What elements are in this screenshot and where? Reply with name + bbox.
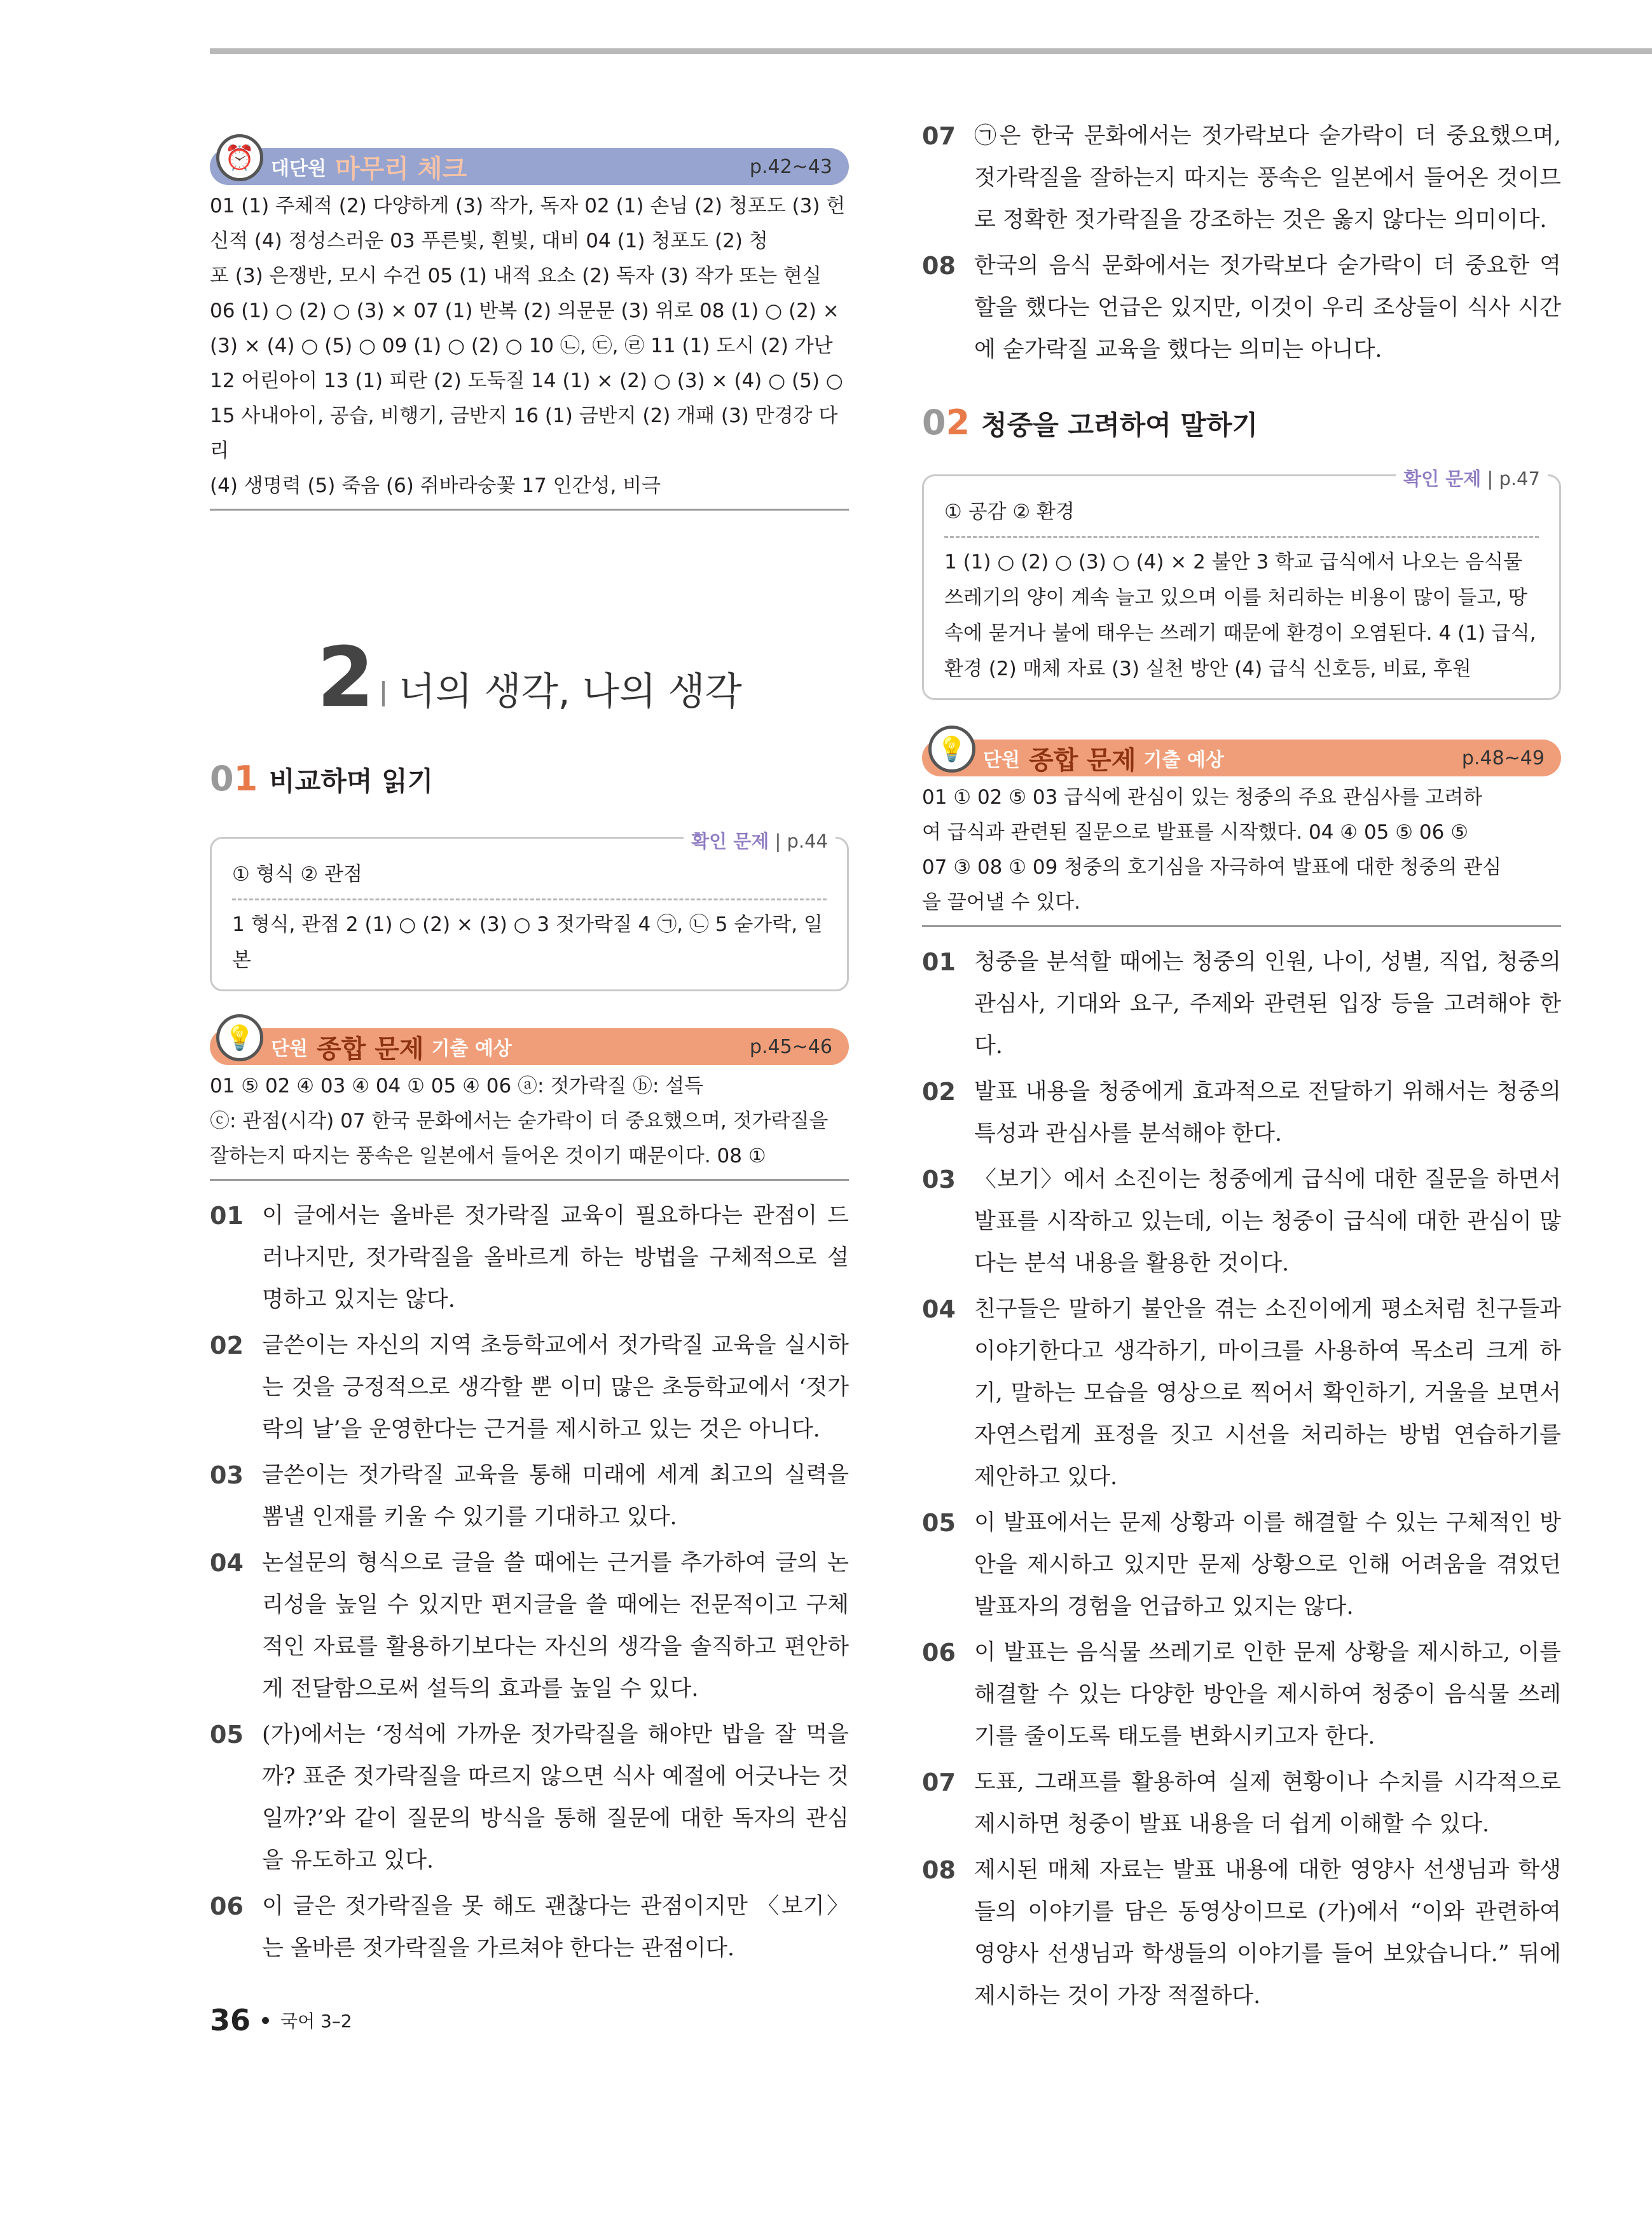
explanation-list-top: [922, 115, 1561, 371]
review-header: [210, 143, 849, 185]
answer-line: 01 ⑤ 02 ④ 03 ④ 04 ① 05 ④ 06 ⓐ: 젓가락질 ⓑ: 설득: [210, 1075, 704, 1098]
exam-pages: p.45~46: [749, 1035, 832, 1058]
answer-line: 06 (1) ○ (2) ○ (3) × 07 (1) 반복 (2) 의문문 (3) 위로 08 (1) ○ (2) ×: [210, 299, 839, 322]
exam-pages: p.48~49: [1461, 747, 1545, 769]
exam-title: 종합 문제: [1028, 745, 1136, 775]
answer-line: 07 ③ 08 ① 09 청중의 호기심을 자극하여 발표에 대한 청중의 관심: [922, 856, 1502, 879]
explanation-item: 03 글쓴이는 젓가락질 교육을 통해 미래에 세계 최고의 실력을 뽐낼 인재를 키울 수 있기를 기대하고 있다.: [210, 1461, 849, 1530]
answer-line: (3) × (4) ○ (5) ○ 09 (1) ○ (2) ○ 10 ㉡, ㉢, ㉣ 11 (1) 도시 (2) 가난: [210, 334, 833, 357]
explanation-list: [210, 1195, 849, 1969]
exam-header: [210, 1023, 849, 1065]
answer-line: 01 ① 02 ⑤ 03 급식에 관심이 있는 청중의 주요 관심사를 고려하: [922, 786, 1483, 809]
answer-line: 신적 (4) 정성스러운 03 푸른빛, 흰빛, 대비 04 (1) 청포도 (2) 청: [210, 230, 768, 252]
page-footer: [210, 2003, 352, 2037]
top-rule: [210, 48, 1652, 54]
answer-line: ⓒ: 관점(시각) 07 한국 문화에서는 숟가락이 더 중요했으며, 젓가락질을: [210, 1110, 829, 1132]
explanation-list: [922, 941, 1561, 2017]
book-title: 국어 3–2: [280, 2011, 352, 2032]
section-number: 02: [922, 403, 970, 443]
exam-label: 단원: [271, 1038, 308, 1060]
unit-number: 2: [317, 629, 372, 726]
exam-title: 종합 문제: [316, 1033, 424, 1064]
section-title: 청중을 고려하여 말하기: [981, 410, 1258, 441]
bullet-dot: [262, 2017, 269, 2024]
explanation-item: 06 이 발표는 음식물 쓰레기로 인한 문제 상황을 제시하고, 이를 해결할 수 있는 다양한 방안을 제시하여 청중이 음식물 쓰레기를 줄이도록 태도를 변화시키고자 한다.: [922, 1639, 1561, 1749]
exam-header: [922, 734, 1561, 776]
left-column: [210, 111, 849, 1973]
answer-line: (4) 생명력 (5) 죽음 (6) 쥐바라숭꽃 17 인간성, 비극: [210, 474, 661, 497]
section-heading: [922, 403, 1561, 443]
check-label: 확인 문제 | p.47: [1396, 461, 1548, 497]
explanation-item: 05 (가)에서는 ‘정석에 가까운 젓가락질을 해야만 밥을 잘 먹을까? 표준 젓가락질을 따르지 않으면 식사 예절에 어긋나는 것일까?’와 같이 질문의 방식을 통해 질문에 대한 독자의 관심을 유도하고 있다.: [210, 1721, 849, 1873]
explanation-item: 04 친구들은 말하기 불안을 겪는 소진이에게 평소처럼 친구들과 이야기한다고 생각하기, 마이크를 사용하여 목소리 크게 하기, 말하는 모습을 영상으로 찍어서 확인하기, 거울을 보면서 자연스럽게 표정을 짓고 시선을 처리하는 방법 연습하기를 제안하고 있다.: [922, 1295, 1561, 1490]
check-label: 확인 문제 | p.44: [684, 823, 836, 859]
answer-line: 포 (3) 은쟁반, 모시 수건 05 (1) 내적 요소 (2) 독자 (3) 작가 또는 현실: [210, 265, 822, 287]
check-box: [922, 468, 1561, 700]
unit-title: 너의 생각, 나의 생각: [398, 670, 742, 714]
unit-divider: [382, 681, 385, 706]
exam-suffix: 기출 예상: [1143, 749, 1224, 771]
section-title: 비교하며 읽기: [269, 766, 434, 797]
answer-line: 여 급식과 관련된 질문으로 발표를 시작했다. 04 ④ 05 ⑤ 06 ⑤: [922, 821, 1468, 844]
check-answers: 1 (1) ○ (2) ○ (3) ○ (4) × 2 불안 3 학교 급식에서 나오는 음식물 쓰레기의 양이 계속 늘고 있으며 이를 처리하는 비용이 많이 들고, 땅속에 묻거나 불에 태우는 쓰레기 때문에 환경이 오염된다. 4 (1) 급식, 환경 (2) 매체 자료 (3) 실천 방안 (4) 급식 신호등, 비료, 후원: [944, 551, 1536, 680]
review-answers: [210, 189, 849, 511]
exam-answers: [922, 780, 1561, 927]
section-number: 01: [210, 759, 258, 799]
page-number: 36: [210, 2003, 251, 2037]
lightbulb-icon: 💡: [216, 1014, 263, 1061]
check-box: [210, 830, 849, 991]
right-column: [922, 111, 1561, 2021]
alarm-clock-icon: ⏰: [216, 134, 263, 181]
answer-line: 12 어린아이 13 (1) 피란 (2) 도둑질 14 (1) × (2) ○ (3) × (4) ○ (5) ○: [210, 369, 843, 392]
explanation-item: 08 제시된 매체 자료는 발표 내용에 대한 영양사 선생님과 학생들의 이야기를 담은 동영상이므로 (가)에서 “이와 관련하여 영양사 선생님과 학생들의 이야기를 들어 보았습니다.” 뒤에 제시하는 것이 가장 적절하다.: [922, 1856, 1561, 2009]
explanation-item: 01 이 글에서는 올바른 젓가락질 교육이 필요하다는 관점이 드러나지만, 젓가락질을 올바르게 하는 방법을 구체적으로 설명하고 있지는 않다.: [210, 1202, 849, 1312]
explanation-item: 08 한국의 음식 문화에서는 젓가락보다 숟가락이 더 중요한 역할을 했다는 언급은 있지만, 이것이 우리 조상들이 식사 시간에 숟가락질 교육을 했다는 의미는 아니다.: [922, 252, 1561, 362]
section-heading: [210, 759, 849, 799]
explanation-item: 02 발표 내용을 청중에게 효과적으로 전달하기 위해서는 청중의 특성과 관심사를 분석해야 한다.: [922, 1078, 1561, 1146]
exam-label: 단원: [983, 749, 1020, 771]
answer-line: 15 사내아이, 공습, 비행기, 금반지 16 (1) 금반지 (2) 개패 (3) 만경강 다리: [210, 404, 838, 462]
explanation-item: 01 청중을 분석할 때에는 청중의 인원, 나이, 성별, 직업, 청중의 관심사, 기대와 요구, 주제와 관련된 입장 등을 고려해야 한다.: [922, 948, 1561, 1059]
explanation-item: 02 글쓴이는 자신의 지역 초등학교에서 젓가락질 교육을 실시하는 것을 긍정적으로 생각할 뿐 이미 많은 초등학교에서 ‘젓가락의 날’을 운영한다는 근거를 제시하고 있는 것은 아니다.: [210, 1332, 849, 1442]
exam-suffix: 기출 예상: [431, 1038, 512, 1060]
answer-line: 잘하는지 따지는 풍속은 일본에서 들어온 것이기 때문이다. 08 ①: [210, 1145, 766, 1167]
check-answers: 1 형식, 관점 2 (1) ○ (2) × (3) ○ 3 젓가락질 4 ㉠, ㉡ 5 숟가락, 일본: [232, 913, 823, 972]
review-label: 대단원: [271, 158, 326, 180]
check-concepts: ① 형식 ② 관점: [232, 857, 827, 900]
exam-answers: [210, 1069, 849, 1181]
answer-line: 을 끌어낼 수 있다.: [922, 891, 1081, 914]
review-pages: p.42~43: [749, 155, 832, 178]
unit-heading: [210, 629, 849, 726]
explanation-item: 06 이 글은 젓가락질을 못 해도 괜찮다는 관점이지만 〈보기〉는 올바른 젓가락질을 가르쳐야 한다는 관점이다.: [210, 1892, 849, 1961]
review-title: 마무리 체크: [334, 153, 467, 184]
check-concepts: ① 공감 ② 환경: [944, 494, 1539, 538]
explanation-item: 04 논설문의 형식으로 글을 쓸 때에는 근거를 추가하여 글의 논리성을 높일 수 있지만 편지글을 쓸 때에는 전문적이고 구체적인 자료를 활용하기보다는 자신의 생각을 솔직하고 편안하게 전달함으로써 설득의 효과를 높일 수 있다.: [210, 1549, 849, 1702]
explanation-item: 07 도표, 그래프를 활용하여 실제 현황이나 수치를 시각적으로 제시하면 청중이 발표 내용을 더 쉽게 이해할 수 있다.: [922, 1768, 1561, 1837]
explanation-item: 07 ㉠은 한국 문화에서는 젓가락보다 숟가락이 더 중요했으며, 젓가락질을 잘하는지 따지는 풍속은 일본에서 들어온 것이므로 정확한 젓가락질을 강조하는 것은 옳지 않다는 의미이다.: [922, 122, 1561, 233]
answer-line: 01 (1) 주체적 (2) 다양하게 (3) 작가, 독자 02 (1) 손님 (2) 청포도 (3) 헌: [210, 195, 846, 217]
explanation-item: 05 이 발표에서는 문제 상황과 이를 해결할 수 있는 구체적인 방안을 제시하고 있지만 문제 상황으로 인해 어려움을 겪었던 발표자의 경험을 언급하고 있지는 않다.: [922, 1509, 1561, 1620]
explanation-item: 03 〈보기〉에서 소진이는 청중에게 급식에 대한 질문을 하면서 발표를 시작하고 있는데, 이는 청중이 급식에 대한 관심이 많다는 분석 내용을 활용한 것이다.: [922, 1166, 1561, 1276]
lightbulb-icon: 💡: [928, 726, 975, 773]
